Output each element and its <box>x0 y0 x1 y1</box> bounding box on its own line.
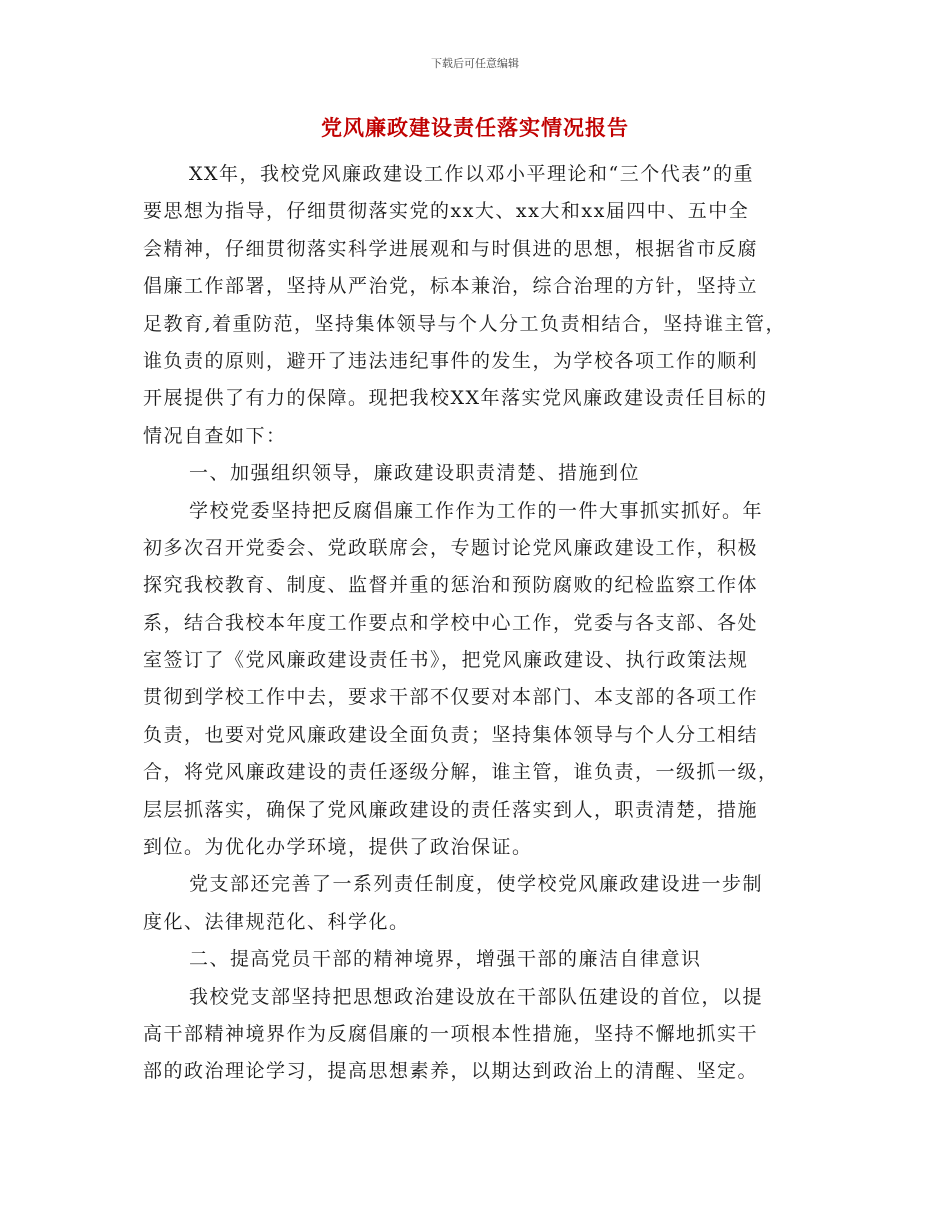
header-note: 下载后可任意编辑 <box>431 57 519 70</box>
text-line: 二、提高党员干部的精神境界，增强干部的廉洁自律意识 <box>189 948 702 971</box>
text-line: 一、加强组织领导，廉政建设职责清楚、措施到位 <box>189 462 641 485</box>
text-line: 部的政治理论学习，提高思想素养，以期达到政治上的清醒、坚定。 <box>143 1060 759 1083</box>
text-line: 谁负责的原则，避开了违法违纪事件的发生，为学校各项工作的顺利 <box>143 349 759 372</box>
document-title: 党风廉政建设责任落实情况报告 <box>321 115 629 140</box>
text-line: 初多次召开党委会、党政联席会，专题讨论党风廉政建设工作，积极 <box>143 536 759 559</box>
text-line: 情况自查如下： <box>143 424 287 447</box>
text-line: 层层抓落实，确保了党风廉政建设的责任落实到人，职责清楚，措施 <box>143 798 759 821</box>
text-line: 探究我校教育、制度、监督并重的惩治和预防腐败的纪检监察工作体 <box>143 574 759 597</box>
text-line: 倡廉工作部署，坚持从严治党，标本兼治，综合治理的方针，坚持立 <box>143 275 759 298</box>
text-line: 到位。为优化办学环境，提供了政治保证。 <box>143 836 533 859</box>
text-line: 开展提供了有力的保障。现把我校XX年落实党风廉政建设责任目标的 <box>143 387 768 410</box>
text-line: XX年，我校党风廉政建设工作以邓小平理论和“三个代表”的重 <box>189 163 754 185</box>
text-line: 党支部还完善了一系列责任制度，使学校党风廉政建设进一步制 <box>189 873 764 896</box>
text-line: 室签订了《党风廉政建设责任书》，把党风廉政建设、执行政策法规 <box>143 649 749 672</box>
text-line: 系，结合我校本年度工作要点和学校中心工作，党委与各支部、各处 <box>143 611 759 634</box>
text-line: 会精神，仔细贯彻落实科学进展观和与时俱进的思想，根据省市反腐 <box>143 237 759 260</box>
text-line: 学校党委坚持把反腐倡廉工作作为工作的一件大事抓实抓好。年 <box>189 499 764 522</box>
text-line: 要思想为指导，仔细贯彻落实党的xx大、xx大和xx届四中、五中全 <box>143 200 750 223</box>
text-line: 我校党支部坚持把思想政治建设放在干部队伍建设的首位，以提 <box>189 985 764 1008</box>
text-line: 负责，也要对党风廉政建设全面负责；坚持集体领导与个人分工相结 <box>143 723 759 746</box>
text-line: 度化、法律规范化、科学化。 <box>143 910 410 933</box>
text-line: 高干部精神境界作为反腐倡廉的一项根本性措施，坚持不懈地抓实干 <box>143 1022 759 1045</box>
text-line: 足教育,着重防范，坚持集体领导与个人分工负责相结合，坚持谁主管， <box>143 312 787 335</box>
text-line: 贯彻到学校工作中去，要求干部不仅要对本部门、本支部的各项工作 <box>143 686 759 709</box>
document-body <box>143 156 808 1091</box>
text-line: 合，将党风廉政建设的责任逐级分解，谁主管，谁负责，一级抓一级， <box>143 761 779 784</box>
